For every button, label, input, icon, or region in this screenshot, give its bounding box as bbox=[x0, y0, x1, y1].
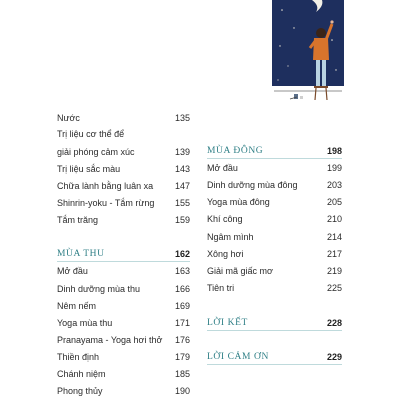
toc-entry-title: Nêm nếm bbox=[57, 301, 97, 311]
toc-entry-page: 203 bbox=[326, 180, 342, 190]
toc-entry-page: 155 bbox=[174, 198, 190, 208]
toc-entry-page: 143 bbox=[174, 164, 190, 174]
woman-painting-moon-icon bbox=[270, 0, 350, 108]
toc-entry-page: 139 bbox=[174, 147, 190, 157]
section-rule bbox=[207, 364, 342, 365]
toc-entry-page: 199 bbox=[326, 163, 342, 173]
toc-entry-title: Yoga mùa đông bbox=[207, 197, 270, 207]
toc-entry-page: 185 bbox=[174, 369, 190, 379]
toc-entry-title: Mở đầu bbox=[207, 163, 238, 173]
toc-entry-title: Dinh dưỡng mùa thu bbox=[57, 284, 140, 294]
toc-entry-title: Nước bbox=[57, 113, 80, 123]
toc-entry-title: Tắm trăng bbox=[57, 215, 99, 225]
toc-section-page: 162 bbox=[174, 249, 190, 259]
toc-entry-page: 169 bbox=[174, 301, 190, 311]
toc-entry-title: Trị liệu sắc màu bbox=[57, 164, 121, 174]
toc-entry-title: Dinh dưỡng mùa đông bbox=[207, 180, 298, 190]
toc-entry-title: Yoga mùa thu bbox=[57, 318, 113, 328]
toc-entry-page: 135 bbox=[174, 113, 190, 123]
woman-head bbox=[316, 28, 326, 38]
toc-section-title: LỜI CẢM ƠN bbox=[207, 352, 269, 362]
stool-leg bbox=[315, 88, 316, 100]
star bbox=[287, 65, 288, 66]
toc-entry-page: 147 bbox=[174, 181, 190, 191]
toc-entry-page: 225 bbox=[326, 283, 342, 293]
toc-entry-page: 205 bbox=[326, 197, 342, 207]
toc-entry-page: 176 bbox=[174, 335, 190, 345]
toc-entry-title: Shinrin-yoku - Tắm rừng bbox=[57, 198, 155, 208]
section-rule bbox=[57, 261, 190, 262]
toc-entry-page: 210 bbox=[326, 214, 342, 224]
toc-entry-page: 159 bbox=[174, 215, 190, 225]
toc-entry-page: 219 bbox=[326, 266, 342, 276]
woman-leg bbox=[322, 58, 326, 86]
toc-entry-page: 217 bbox=[326, 249, 342, 259]
toc-entry-title: Chánh niệm bbox=[57, 369, 106, 379]
paint-can bbox=[294, 94, 298, 99]
star bbox=[279, 45, 280, 46]
star bbox=[293, 27, 294, 28]
toc-entry-page: 171 bbox=[174, 318, 190, 328]
star bbox=[281, 9, 283, 11]
toc-entry-title: Xông hơi bbox=[207, 249, 244, 259]
toc-entry-title: Thiền định bbox=[57, 352, 100, 362]
toc-entry-page: 163 bbox=[174, 266, 190, 276]
toc-entry-page: 190 bbox=[174, 386, 190, 396]
section-rule bbox=[207, 330, 342, 331]
toc-entry-title: Giải mã giấc mơ bbox=[207, 266, 273, 276]
toc-entry-title: Chữa lành bằng luân xa bbox=[57, 181, 154, 191]
toc-section-title: MÙA THU bbox=[57, 249, 105, 259]
toc-section-page: 228 bbox=[326, 318, 342, 328]
toc-entry-title: Khí công bbox=[207, 214, 243, 224]
star bbox=[277, 79, 278, 80]
toc-entry-page: 166 bbox=[174, 284, 190, 294]
toc-entry-title: Phong thủy bbox=[57, 386, 103, 396]
woman-hand bbox=[330, 20, 333, 23]
paint-can bbox=[300, 96, 303, 99]
toc-entry-title: Pranayama - Yoga hơi thở bbox=[57, 335, 163, 345]
toc-section-title: MÙA ĐÔNG bbox=[207, 146, 264, 156]
toc-entry-title: Ngâm mình bbox=[207, 232, 254, 242]
stool-seat bbox=[314, 86, 328, 88]
toc-entry-title: Mở đầu bbox=[57, 266, 88, 276]
woman-leg bbox=[316, 58, 320, 86]
toc-entry-title: Trị liệu cơ thể để bbox=[57, 129, 125, 139]
star bbox=[335, 69, 336, 70]
section-rule bbox=[207, 158, 342, 159]
toc-entry-title: Tiên tri bbox=[207, 283, 235, 293]
toc-section-title: LỜI KẾT bbox=[207, 318, 248, 328]
toc-entry-page: 179 bbox=[174, 352, 190, 362]
star bbox=[331, 39, 333, 41]
toc-section-page: 229 bbox=[326, 352, 342, 362]
toc-entry-page: 214 bbox=[326, 232, 342, 242]
toc-section-page: 198 bbox=[326, 146, 342, 156]
toc-entry-title: giải phóng cảm xúc bbox=[57, 147, 135, 157]
stool-leg bbox=[326, 88, 327, 100]
night-sky-panel bbox=[272, 0, 344, 86]
